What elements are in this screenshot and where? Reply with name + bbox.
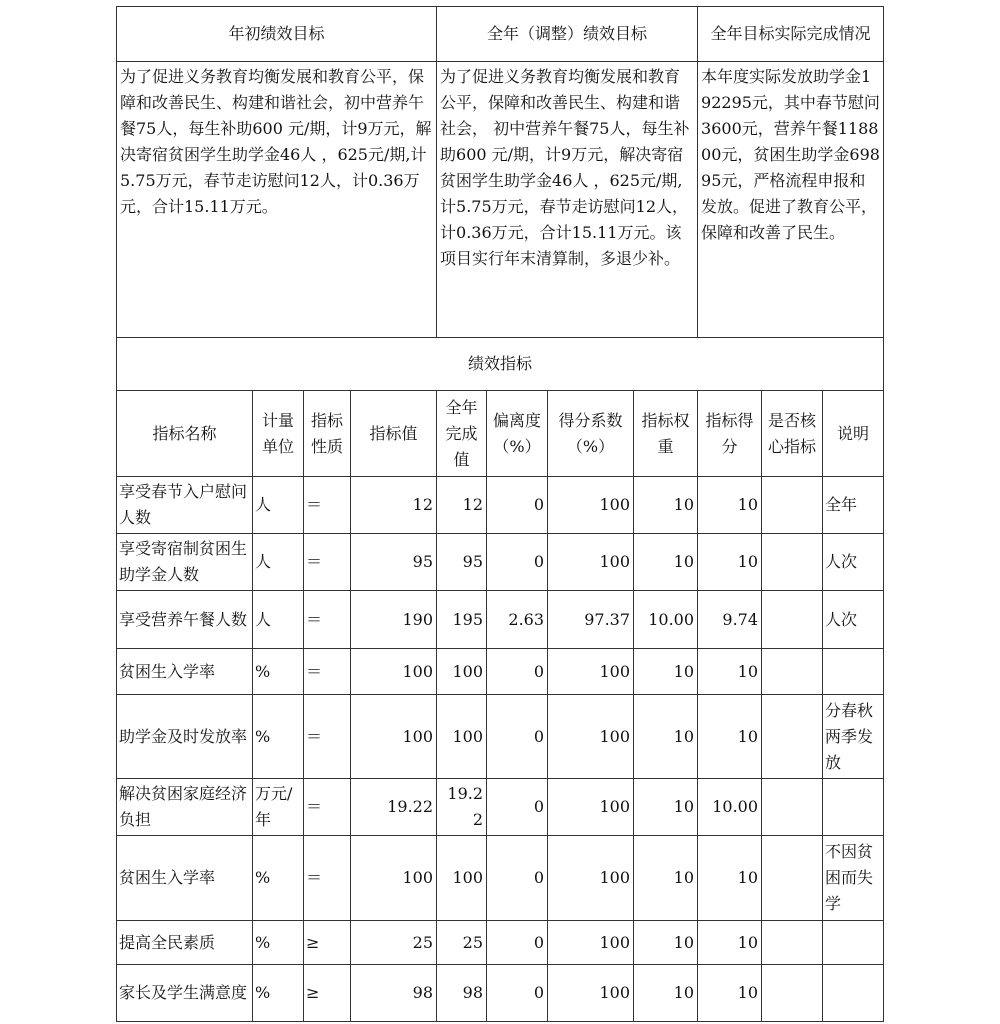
indicator-note: 分春秋两季发放	[823, 695, 884, 779]
indicator-nature: ≥	[304, 921, 351, 965]
indicator-actual: 100	[437, 836, 487, 921]
indicator-weight: 10	[634, 921, 698, 965]
indicator-score: 10	[698, 477, 762, 534]
goal-header-adjusted: 全年（调整）绩效目标	[437, 7, 698, 62]
indicator-nature: ＝	[304, 779, 351, 836]
indicator-coef: 97.37	[548, 591, 634, 649]
indicator-name: 解决贫困家庭经济负担	[117, 779, 253, 836]
indicator-nature: ＝	[304, 591, 351, 649]
indicator-note	[823, 921, 884, 965]
indicator-weight: 10	[634, 965, 698, 1022]
indicator-unit: 人	[253, 534, 304, 591]
indicator-target: 12	[351, 477, 437, 534]
col-header-nature: 指标性质	[304, 391, 351, 477]
indicator-note: 人次	[823, 591, 884, 649]
indicator-deviation: 0	[487, 477, 548, 534]
indicator-coef: 100	[548, 836, 634, 921]
indicator-target: 190	[351, 591, 437, 649]
col-header-target: 指标值	[351, 391, 437, 477]
indicator-unit: 万元/年	[253, 779, 304, 836]
indicator-unit: %	[253, 836, 304, 921]
indicator-nature: ＝	[304, 477, 351, 534]
indicator-weight: 10	[634, 836, 698, 921]
indicator-weight: 10	[634, 779, 698, 836]
indicator-actual: 195	[437, 591, 487, 649]
indicator-note: 全年	[823, 477, 884, 534]
indicator-coef: 100	[548, 477, 634, 534]
indicator-score: 10	[698, 695, 762, 779]
indicator-nature: ＝	[304, 649, 351, 695]
table-row	[117, 591, 884, 649]
indicator-score: 10	[698, 649, 762, 695]
indicator-unit: %	[253, 965, 304, 1022]
goal-actual-text: 本年度实际发放助学金192295元，其中春节慰问3600元，营养午餐118800元，贫困生助学金69895元，严格流程申报和发放。促进了教育公平，保障和改善了民生。	[698, 62, 884, 338]
indicator-actual: 95	[437, 534, 487, 591]
indicator-actual: 19.22	[437, 779, 487, 836]
goal-header-initial: 年初绩效目标	[117, 7, 437, 62]
indicator-deviation: 0	[487, 695, 548, 779]
indicator-score: 10	[698, 965, 762, 1022]
indicator-weight: 10	[634, 534, 698, 591]
indicator-name: 贫困生入学率	[117, 836, 253, 921]
indicator-core	[762, 779, 823, 836]
indicator-score: 10	[698, 534, 762, 591]
indicator-target: 100	[351, 649, 437, 695]
indicator-coef: 100	[548, 695, 634, 779]
indicator-name: 提高全民素质	[117, 921, 253, 965]
indicator-coef: 100	[548, 779, 634, 836]
indicator-note	[823, 649, 884, 695]
col-header-coef: 得分系数（%）	[548, 391, 634, 477]
col-header-weight: 指标权重	[634, 391, 698, 477]
indicator-unit: %	[253, 921, 304, 965]
col-header-note: 说明	[823, 391, 884, 477]
indicator-deviation: 2.63	[487, 591, 548, 649]
table-row	[117, 779, 884, 836]
indicator-coef: 100	[548, 534, 634, 591]
col-header-core: 是否核心指标	[762, 391, 823, 477]
indicator-unit: %	[253, 695, 304, 779]
indicator-score: 10	[698, 836, 762, 921]
indicator-coef: 100	[548, 649, 634, 695]
indicator-target: 25	[351, 921, 437, 965]
table-row	[117, 534, 884, 591]
indicator-nature: ＝	[304, 695, 351, 779]
indicator-deviation: 0	[487, 649, 548, 695]
table-row	[117, 649, 884, 695]
indicator-target: 100	[351, 695, 437, 779]
indicator-score: 9.74	[698, 591, 762, 649]
indicator-core	[762, 695, 823, 779]
indicator-actual: 100	[437, 695, 487, 779]
goal-adjusted-text: 为了促进义务教育均衡发展和教育公平，保障和改善民生、构建和谐社会， 初中营养午餐75人，每生补助600 元/期，计9万元，解决寄宿贫困学生助学金46人 ，625元/期,计5.75万元，春节走访慰问12人，计0.36万元，合计15.11万元。该项目实行年末清算制，多退少补。	[437, 62, 698, 338]
indicator-note: 人次	[823, 534, 884, 591]
table-row	[117, 921, 884, 965]
goal-header-actual: 全年目标实际完成情况	[698, 7, 884, 62]
indicator-actual: 98	[437, 965, 487, 1022]
indicator-score: 10.00	[698, 779, 762, 836]
indicator-core	[762, 477, 823, 534]
table-row	[117, 477, 884, 534]
indicator-unit: 人	[253, 591, 304, 649]
table-row	[117, 836, 884, 921]
goal-initial-text: 为了促进义务教育均衡发展和教育公平，保障和改善民生、构建和谐社会，初中营养午餐75人，每生补助600 元/期，计9万元，解决寄宿贫困学生助学金46人 ，625元/期,计5.75万元，春节走访慰问12人，计0.36万元，合计15.11万元。	[117, 62, 437, 338]
table-row	[117, 965, 884, 1022]
indicator-target: 98	[351, 965, 437, 1022]
col-header-actual: 全年完成值	[437, 391, 487, 477]
col-header-unit: 计量单位	[253, 391, 304, 477]
indicator-target: 95	[351, 534, 437, 591]
indicator-deviation: 0	[487, 534, 548, 591]
indicator-note: 不因贫困而失学	[823, 836, 884, 921]
indicator-core	[762, 965, 823, 1022]
indicator-deviation: 0	[487, 921, 548, 965]
indicators-section-title: 绩效指标	[117, 338, 884, 391]
indicator-weight: 10	[634, 695, 698, 779]
indicator-name: 助学金及时发放率	[117, 695, 253, 779]
indicator-nature: ≥	[304, 965, 351, 1022]
indicator-nature: ＝	[304, 534, 351, 591]
indicator-actual: 100	[437, 649, 487, 695]
indicator-deviation: 0	[487, 965, 548, 1022]
indicator-unit: %	[253, 649, 304, 695]
table-row	[117, 695, 884, 779]
indicator-actual: 12	[437, 477, 487, 534]
indicator-core	[762, 591, 823, 649]
indicator-note	[823, 779, 884, 836]
indicator-name: 享受营养午餐人数	[117, 591, 253, 649]
indicator-target: 19.22	[351, 779, 437, 836]
col-header-name: 指标名称	[117, 391, 253, 477]
indicator-weight: 10.00	[634, 591, 698, 649]
indicator-core	[762, 534, 823, 591]
indicator-coef: 100	[548, 965, 634, 1022]
indicator-name: 享受寄宿制贫困生助学金人数	[117, 534, 253, 591]
indicator-name: 贫困生入学率	[117, 649, 253, 695]
indicator-target: 100	[351, 836, 437, 921]
indicator-deviation: 0	[487, 779, 548, 836]
indicator-coef: 100	[548, 921, 634, 965]
indicator-core	[762, 921, 823, 965]
indicator-note	[823, 965, 884, 1022]
indicator-name: 享受春节入户慰问人数	[117, 477, 253, 534]
indicator-deviation: 0	[487, 836, 548, 921]
indicator-core	[762, 836, 823, 921]
indicator-weight: 10	[634, 649, 698, 695]
indicator-actual: 25	[437, 921, 487, 965]
indicator-nature: ＝	[304, 836, 351, 921]
indicator-score: 10	[698, 921, 762, 965]
indicator-name: 家长及学生满意度	[117, 965, 253, 1022]
performance-table	[116, 6, 884, 1022]
indicator-core	[762, 649, 823, 695]
col-header-deviation: 偏离度（%）	[487, 391, 548, 477]
indicator-unit: 人	[253, 477, 304, 534]
indicator-weight: 10	[634, 477, 698, 534]
col-header-score: 指标得分	[698, 391, 762, 477]
